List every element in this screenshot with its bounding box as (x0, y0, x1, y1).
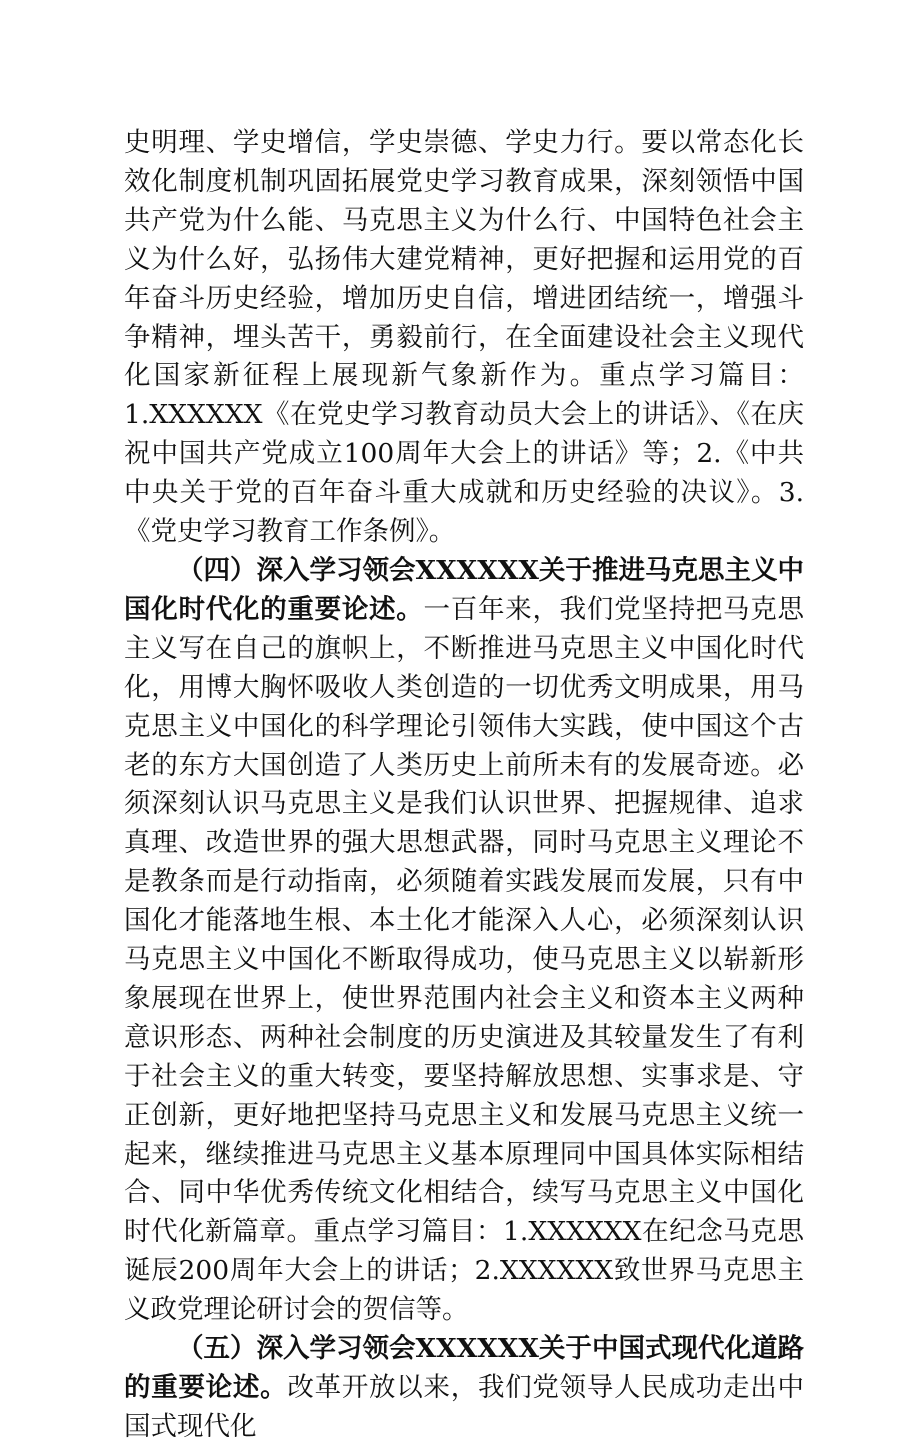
paragraph-1-text: 史明理、学史增信，学史崇德、学史力行。要以常态化长效化制度机制巩固拓展党史学习教育成果，深刻领悟中国共产党为什么能、马克思主义为什么行、中国特色社会主义为什么好，弘扬伟大建党精神，更好把握和运用党的百年奋斗历史经验，增加历史自信，增进团结统一，增强斗争精神，埋头苦干，勇毅前行，在全面建设社会主义现代化国家新征程上展现新气象新作为。重点学习篇目：1.XXXXXX《在党史学习教育动员大会上的讲话》、《在庆祝中国共产党成立100周年大会上的讲话》等；2.《中共中央关于党的百年奋斗重大成就和历史经验的决议》。3.《党史学习教育工作条例》。 (124, 127, 804, 548)
paragraph-1 (124, 124, 804, 552)
paragraph-2-text: 一百年来，我们党坚持把马克思主义写在自己的旗帜上，不断推进马克思主义中国化时代化，用博大胸怀吸收人类创造的一切优秀文明成果，用马克思主义中国化的科学理论引领伟大实践，使中国这个古老的东方大国创造了人类历史上前所未有的发展奇迹。必须深刻认识马克思主义是我们认识世界、把握规律、追求真理、改造世界的强大思想武器，同时马克思主义理论不是教条而是行动指南，必须随着实践发展而发展，只有中国化才能落地生根、本土化才能深入人心，必须深刻认识马克思主义中国化不断取得成功，使马克思主义以崭新形象展现在世界上，使世界范围内社会主义和资本主义两种意识形态、两种社会制度的历史演进及其较量发生了有利于社会主义的重大转变，要坚持解放思想、实事求是、守正创新，更好地把坚持马克思主义和发展马克思主义统一起来，继续推进马克思主义基本原理同中国具体实际相结合、同中华优秀传统文化相结合，续写马克思主义中国化时代化新篇章。重点学习篇目：1.XXXXXX在纪念马克思诞辰200周年大会上的讲话；2.XXXXXX致世界马克思主义政党理论研讨会的贺信等。 (124, 593, 805, 1326)
paragraph-2 (124, 552, 804, 1330)
section-heading-4: （四）深入学习领会XXXXXX关于推进马克思主义中国化时代化的重要论述。 (124, 554, 804, 625)
document-body (124, 124, 804, 1447)
paragraph-3 (124, 1330, 804, 1447)
section-heading-5: （五）深入学习领会XXXXXX关于中国式现代化道路的重要论述。 (124, 1333, 804, 1403)
paragraph-3-text: 改革开放以来，我们党领导人民成功走出中国式现代化 (124, 1372, 804, 1442)
